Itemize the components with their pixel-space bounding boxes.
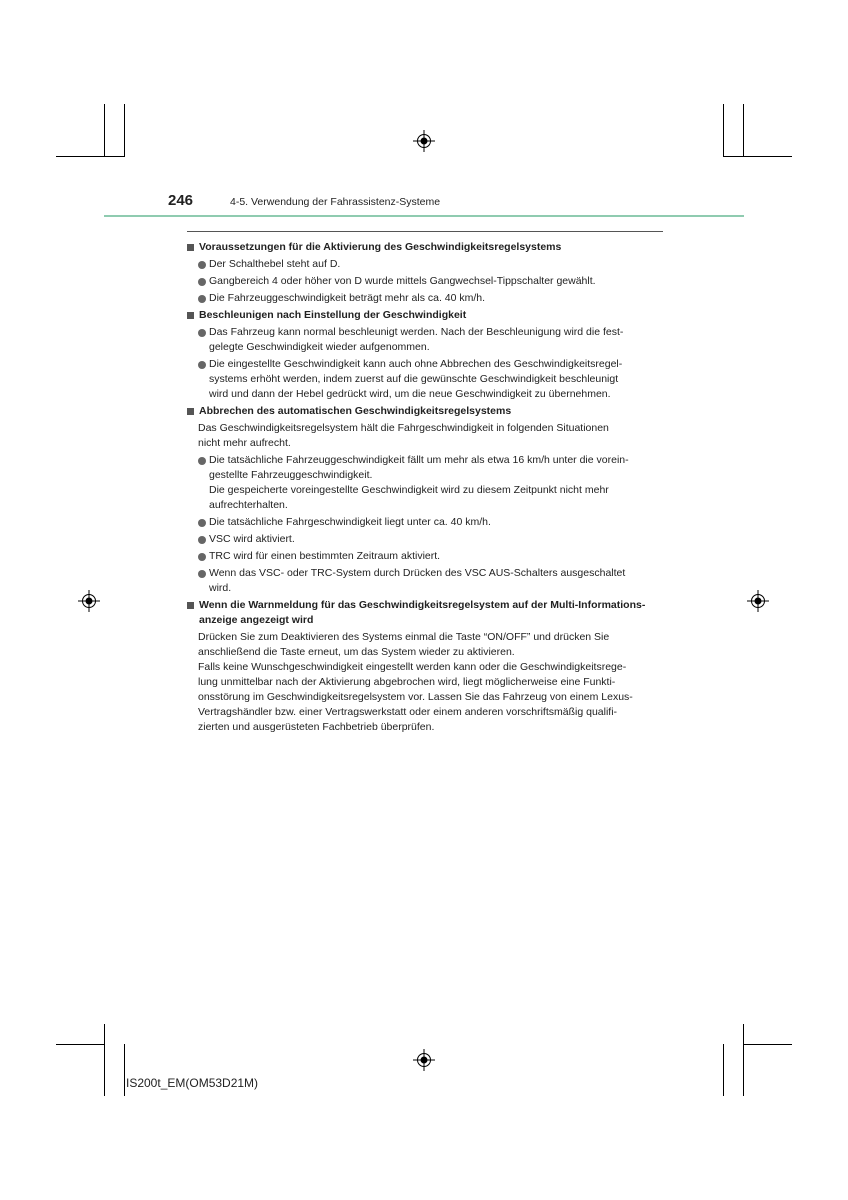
- item-text: Die tatsächliche Fahrgeschwindigkeit liegt unter ca. 40 km/h.: [209, 516, 491, 528]
- crop-mark: [743, 1044, 792, 1045]
- circle-bullet-icon: [198, 457, 206, 465]
- circle-bullet-icon: [198, 519, 206, 527]
- square-bullet-icon: [187, 244, 194, 251]
- registration-mark-icon: [78, 590, 100, 612]
- page-number: 246: [168, 192, 194, 209]
- crop-mark: [723, 156, 792, 157]
- item-text: Das Fahrzeug kann normal beschleunigt werden. Nach der Beschleunigung wird die fest-: [209, 326, 624, 338]
- paragraph-line: Falls keine Wunschgeschwindigkeit eingestellt werden kann oder die Geschwindigkeitsrege-: [198, 661, 627, 673]
- crop-mark: [124, 1044, 125, 1096]
- section-heading-text: Beschleunigen nach Einstellung der Geschwindigkeit: [199, 309, 467, 321]
- list-item: [198, 291, 663, 306]
- item-text: Die Fahrzeuggeschwindigkeit beträgt mehr als ca. 40 km/h.: [209, 292, 486, 304]
- square-bullet-icon: [187, 602, 194, 609]
- section-top-rule: [187, 231, 663, 232]
- item-text: wird und dann der Hebel gedrückt wird, um die neue Geschwindigkeit zu übernehmen.: [209, 388, 611, 400]
- list-item: [198, 549, 663, 564]
- circle-bullet-icon: [198, 329, 206, 337]
- paragraph-line: onsstörung im Geschwindigkeitsregelsystem vor. Lassen Sie das Fahrzeug von einem Lexus-: [198, 691, 633, 703]
- list-item: [198, 325, 663, 355]
- section-heading: [187, 240, 663, 255]
- chapter-title: 4-5. Verwendung der Fahrassistenz-Systeme: [230, 196, 441, 208]
- crop-mark: [743, 104, 744, 156]
- item-text: Die tatsächliche Fahrzeuggeschwindigkeit fällt um mehr als etwa 16 km/h unter die vorein-: [209, 454, 629, 466]
- circle-bullet-icon: [198, 536, 206, 544]
- crop-mark: [723, 104, 724, 156]
- page-content: [187, 238, 663, 735]
- document-code: IS200t_EM(OM53D21M): [126, 1076, 259, 1090]
- crop-mark: [104, 1024, 105, 1096]
- bullet-list: [187, 453, 663, 596]
- crop-mark: [723, 1044, 724, 1096]
- registration-mark-icon: [747, 590, 769, 612]
- list-item: [198, 532, 663, 547]
- header-rule: [104, 215, 744, 217]
- paragraph-line: Das Geschwindigkeitsregelsystem hält die Fahrgeschwindigkeit in folgenden Situationen: [198, 422, 609, 434]
- list-item: [198, 515, 663, 530]
- item-text: Wenn das VSC- oder TRC-System durch Drücken des VSC AUS-Schalters ausgeschaltet: [209, 567, 626, 579]
- section-heading-text: Abbrechen des automatischen Geschwindigkeitsregelsystems: [199, 405, 512, 417]
- circle-bullet-icon: [198, 261, 206, 269]
- circle-bullet-icon: [198, 570, 206, 578]
- paragraph-line: Vertragshändler bzw. einer Vertragswerkstatt oder einem anderen vorschriftsmäßig qualifi-: [198, 706, 618, 718]
- list-item: [198, 274, 663, 289]
- section-heading: [187, 404, 663, 419]
- section-heading-text: anzeige angezeigt wird: [199, 614, 314, 626]
- list-item: [198, 566, 663, 596]
- item-text: wird.: [209, 582, 232, 594]
- circle-bullet-icon: [198, 295, 206, 303]
- section-paragraph: [187, 630, 663, 735]
- item-text: Die gespeicherte voreingestellte Geschwindigkeit wird zu diesem Zeitpunkt nicht mehr: [209, 484, 609, 496]
- registration-mark-icon: [413, 130, 435, 152]
- square-bullet-icon: [187, 312, 194, 319]
- item-text: Gangbereich 4 oder höher von D wurde mittels Gangwechsel-Tippschalter gewählt.: [209, 275, 596, 287]
- crop-mark: [56, 156, 125, 157]
- bullet-list: [187, 257, 663, 306]
- paragraph-line: Drücken Sie zum Deaktivieren des Systems einmal die Taste “ON/OFF” und drücken Sie: [198, 631, 610, 643]
- section-heading-text: Wenn die Warnmeldung für das Geschwindigkeitsregelsystem auf der Multi-Informations-: [199, 599, 646, 611]
- crop-mark: [743, 1024, 744, 1096]
- list-item: [198, 357, 663, 402]
- item-text: Die eingestellte Geschwindigkeit kann auch ohne Abbrechen des Geschwindigkeitsregel-: [209, 358, 623, 370]
- item-text: systems erhöht werden, indem zuerst auf die gewünschte Geschwindigkeit beschleunigt: [209, 373, 619, 385]
- paragraph-line: anschließend die Taste erneut, um das System wieder zu aktivieren.: [198, 646, 515, 658]
- square-bullet-icon: [187, 408, 194, 415]
- bullet-list: [187, 325, 663, 402]
- paragraph-line: lung unmittelbar nach der Aktivierung abgebrochen wird, liegt möglicherweise eine Funkti-: [198, 676, 616, 688]
- item-text: Der Schalthebel steht auf D.: [209, 258, 341, 270]
- item-text: VSC wird aktiviert.: [209, 533, 295, 545]
- section-heading-text: Voraussetzungen für die Aktivierung des Geschwindigkeitsregelsystems: [199, 241, 562, 253]
- registration-mark-icon: [413, 1049, 435, 1071]
- list-item: [198, 257, 663, 272]
- section-heading: [187, 308, 663, 323]
- circle-bullet-icon: [198, 361, 206, 369]
- circle-bullet-icon: [198, 278, 206, 286]
- paragraph-line: zierten und ausgerüsteten Fachbetrieb überprüfen.: [198, 721, 435, 733]
- item-text: gelegte Geschwindigkeit wieder aufgenommen.: [209, 341, 430, 353]
- item-text: gestellte Fahrzeuggeschwindigkeit.: [209, 469, 373, 481]
- crop-mark: [104, 104, 105, 156]
- section-intro: [187, 421, 663, 451]
- crop-mark: [124, 104, 125, 156]
- crop-mark: [56, 1044, 105, 1045]
- item-text: aufrechterhalten.: [209, 499, 288, 511]
- paragraph-line: nicht mehr aufrecht.: [198, 437, 291, 449]
- item-text: TRC wird für einen bestimmten Zeitraum aktiviert.: [209, 550, 441, 562]
- section-heading: [187, 598, 663, 628]
- circle-bullet-icon: [198, 553, 206, 561]
- list-item: [198, 453, 663, 513]
